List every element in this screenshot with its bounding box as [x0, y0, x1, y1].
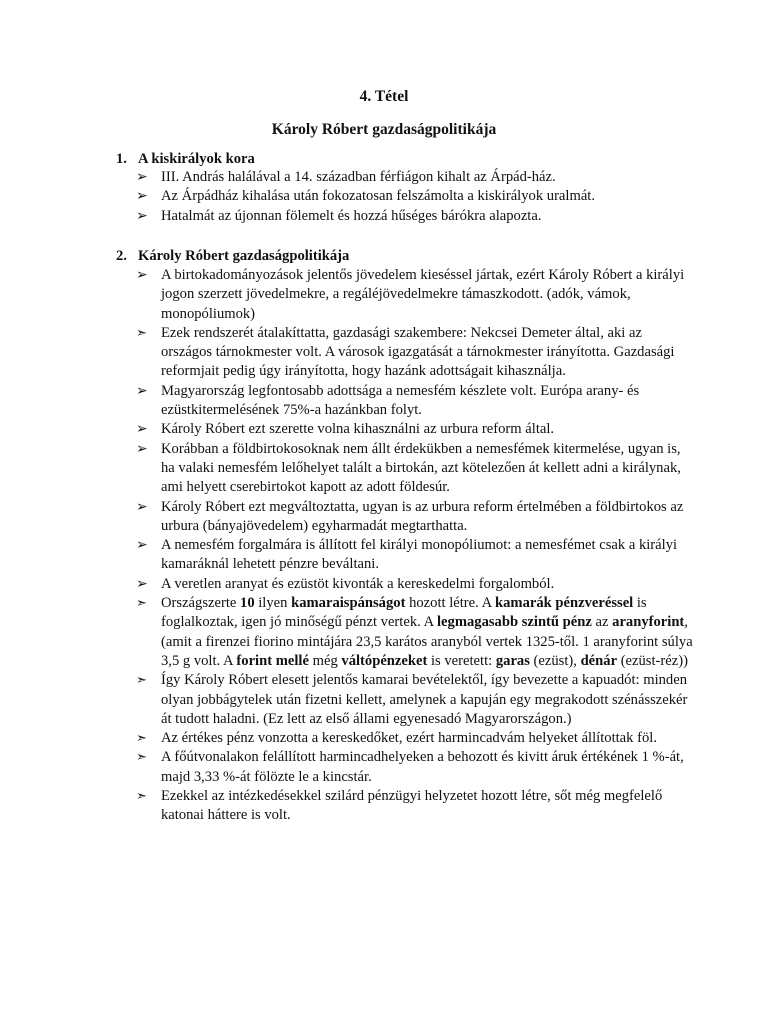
arrowhead-bullet-icon: ➢ — [136, 207, 148, 224]
bullet-item — [136, 748, 696, 787]
outline-arrow-bullet-icon: ➣ — [136, 789, 147, 805]
text-run: ilyen — [254, 595, 292, 612]
section-title: A kiskirályok kora — [138, 151, 255, 167]
bullet-item — [136, 498, 696, 537]
bold-text: legmagasabb szintű pénz — [437, 614, 592, 631]
bullet-item — [136, 207, 696, 226]
document-title: Károly Róbert gazdaságpolitikája — [271, 121, 497, 138]
arrowhead-bullet-icon: ➢ — [136, 421, 148, 438]
bullet-item — [136, 382, 696, 421]
text-run: (ezüst), — [529, 652, 581, 669]
arrowhead-bullet-icon: ➢ — [136, 498, 148, 515]
bold-text: aranyforint — [612, 614, 685, 631]
bullet-item — [136, 324, 696, 382]
arrowhead-bullet-icon: ➢ — [136, 188, 148, 205]
outline-arrow-bullet-icon: ➣ — [136, 750, 147, 766]
text-run: A főútvonalakon felállított harmincadhelyeken a behozott és kivitt áruk értékének 1 %-át, majd 3,33 %-át fölözte le a kincstár. — [161, 749, 684, 785]
text-run: A veretlen aranyat és ezüstöt kivonták a kereskedelmi forgalomból. — [161, 575, 555, 592]
arrowhead-bullet-icon: ➢ — [136, 267, 148, 283]
section-number: 2. — [116, 248, 127, 264]
bullet-text — [161, 594, 696, 671]
bold-text: forint mellé — [236, 652, 309, 669]
text-run: is veretett: — [427, 652, 496, 669]
bold-text: garas — [495, 652, 530, 669]
section-heading — [116, 247, 349, 266]
bullet-item — [136, 440, 696, 498]
outline-arrow-bullet-icon: ➣ — [136, 325, 147, 341]
bullet-item — [136, 729, 696, 748]
text-run: még — [308, 652, 342, 669]
text-run: , (amit a firenzei fiorino mintájára 23,5 karátos aranyból vertek 1325-től. 1 aranyforint súlya 3,5 g volt. A — [161, 614, 693, 669]
arrowhead-bullet-icon: ➢ — [136, 169, 148, 185]
text-run: Károly Róbert ezt megváltoztatta, ugyan is az urbura reform értelmében a földbirtokos az urbura (bányajövedelem) egyharmadát megtarthatta. — [161, 498, 684, 534]
bullet-text — [161, 748, 696, 787]
text-run: Ezekkel az intézkedésekkel szilárd pénzügyi helyzetet hozott létre, sőt még megfelelő katonai háttere is volt. — [161, 788, 663, 824]
outline-arrow-bullet-icon: ➣ — [136, 731, 147, 747]
bullet-item — [136, 787, 696, 826]
bullet-item — [136, 594, 696, 671]
bullet-item — [136, 187, 696, 206]
text-run: Országszerte — [161, 595, 241, 612]
section-number: 1. — [116, 151, 127, 167]
bold-text: kamarák pénzveréssel — [495, 595, 634, 612]
bullet-text — [161, 498, 696, 537]
text-run: is foglalkoztak, igen jó minőségű pénzt vertek. A — [161, 595, 647, 631]
bold-text: váltópénzeket — [341, 652, 428, 669]
bullet-text — [161, 536, 696, 575]
arrowhead-bullet-icon: ➢ — [136, 440, 148, 457]
outline-arrow-bullet-icon: ➣ — [136, 673, 147, 689]
text-run: III. András halálával a 14. században férfiágon kihalt az Árpád-ház. — [161, 169, 556, 185]
text-run: A birtokadományozások jelentős jövedelem kieséssel jártak, ezért Károly Róbert a királyi jogon szerzett jövedelmekre, a regáléjövedelmekre támaszkodott. (adók, vámok, monopóliumok) — [161, 267, 685, 322]
bullet-text — [161, 266, 696, 324]
text-run: Így Károly Róbert elesett jelentős kamarai bevételektől, így bevezette a kapuadót: minden olyan jobbágytelek után fizetni kellett, amelynek a kapuján egy megrakodott szénásszekér át tudott haladni. (Ez lett az első állami egyenesadó Magyarországon.) — [161, 672, 688, 727]
bullet-list — [136, 266, 696, 826]
text-run: Az értékes pénz vonzotta a kereskedőket, ezért harmincadvám helyeket állítottak föl. — [161, 730, 657, 747]
bullet-list — [136, 168, 696, 226]
bullet-text — [161, 324, 696, 382]
text-run: Az Árpádház kihalása után fokozatosan felszámolta a kiskirályok uralmát. — [161, 188, 596, 205]
text-run: A nemesfém forgalmára is állított fel királyi monopóliumot: a nemesfémet csak a királyi kamaráknál lehetett pénzre beváltani. — [161, 537, 678, 573]
bullet-text — [161, 729, 696, 748]
bullet-item — [136, 536, 696, 575]
outline-arrow-bullet-icon: ➣ — [136, 596, 147, 612]
section-title: Károly Róbert gazdaságpolitikája — [138, 248, 350, 264]
bullet-text — [161, 440, 696, 498]
bold-text: 10 — [240, 595, 255, 612]
bold-text: dénár — [580, 652, 618, 669]
text-run: Károly Róbert ezt szerette volna kihasználni az urbura reform által. — [161, 421, 555, 438]
bullet-text — [161, 787, 696, 826]
bold-text: kamaraispánságot — [291, 595, 406, 612]
section-heading — [116, 150, 255, 169]
bullet-text — [161, 187, 696, 206]
text-run: Ezek rendszerét átalakíttatta, gazdasági szakembere: Nekcsei Demeter által, aki az országos tárnokmester volt. A városok igazgatását a tárnokmester irányította. Gazdasági reformjait pedig úgy irányította, hogy hazánk adottságait kihasználja. — [161, 324, 675, 380]
bullet-text — [161, 420, 696, 439]
arrowhead-bullet-icon: ➢ — [136, 575, 148, 592]
arrowhead-bullet-icon: ➢ — [136, 537, 148, 554]
bullet-text — [161, 168, 696, 187]
bullet-item — [136, 420, 696, 439]
arrowhead-bullet-icon: ➢ — [136, 382, 148, 399]
bullet-text — [161, 207, 696, 226]
text-run: (ezüst-réz)) — [617, 652, 688, 669]
bullet-item — [136, 168, 696, 187]
bullet-text — [161, 382, 696, 421]
document-number: 4. Tétel — [359, 88, 409, 105]
text-run: Magyarország legfontosabb adottsága a nemesfém készlete volt. Európa arany- és ezüstkitermelésének 75%-a hazánkban folyt. — [161, 382, 640, 419]
bullet-item — [136, 266, 696, 324]
text-run: Korábban a földbirtokosoknak nem állt érdekükben a nemesfémek kitermelése, ugyan is, ha valaki nemesfém lelőhelyet talált a birtokán, azt kötelezően át kellett adni a királynak, ami helyett cserebirtokot kapott az adott földesúr. — [161, 440, 681, 496]
text-run: Hatalmát az újonnan fölemelt és hozzá hűséges bárókra alapozta. — [161, 207, 542, 224]
bullet-text — [161, 575, 696, 594]
text-run: az — [591, 614, 613, 631]
text-run: hozott létre. A — [405, 595, 496, 612]
bullet-item — [136, 671, 696, 729]
bullet-item — [136, 575, 696, 594]
bullet-text — [161, 671, 696, 729]
